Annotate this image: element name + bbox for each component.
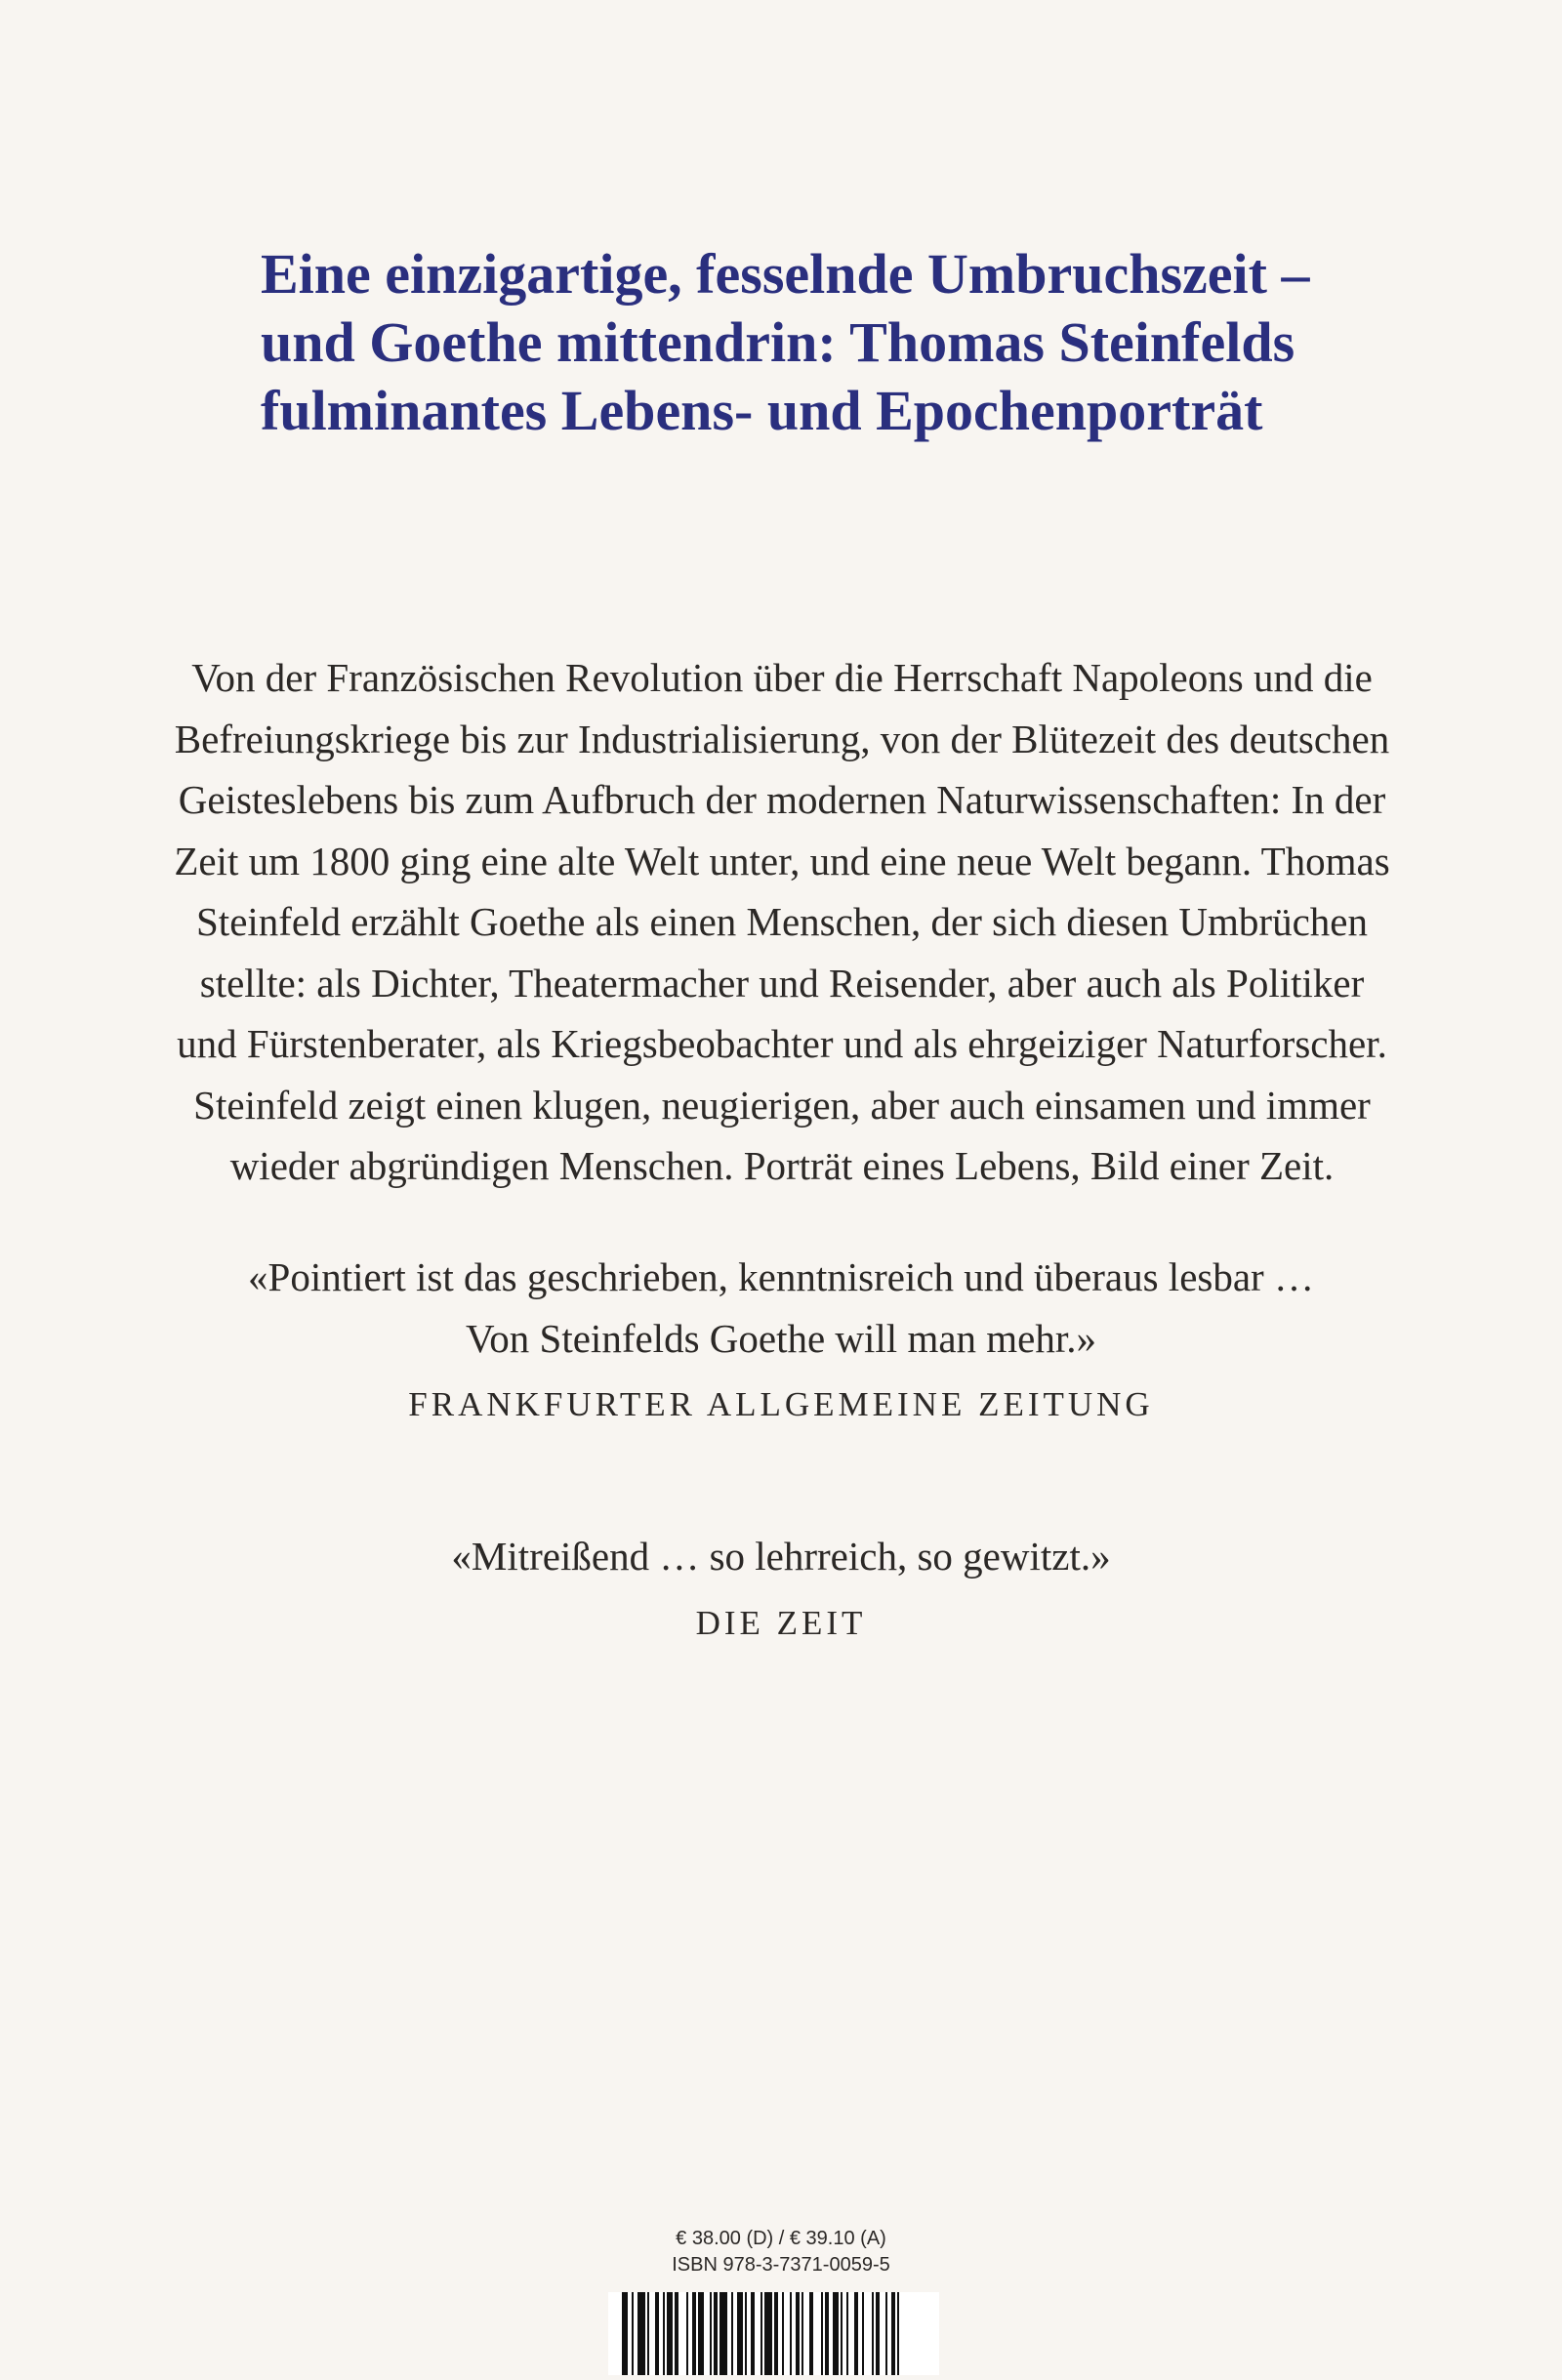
quote-source: FRANKFURTER ALLGEMEINE ZEITUNG — [408, 1385, 1154, 1423]
barcode-bar — [825, 2292, 829, 2375]
blurb-line: Geisteslebens bis zum Aufbruch der modernen Naturwissenschaften: In der — [178, 777, 1386, 822]
barcode-bar — [846, 2292, 848, 2375]
blurb-paragraph — [143, 647, 1421, 1197]
quote-line: «Pointiert ist das geschrieben, kenntnisreich und überaus lesbar … — [248, 1254, 1314, 1299]
blurb-line: Von der Französischen Revolution über die Herrschaft Napoleons und die — [191, 655, 1373, 700]
barcode-bar — [782, 2292, 784, 2375]
barcode-bar — [796, 2292, 800, 2375]
barcode-bar — [710, 2292, 712, 2375]
barcode-bar — [862, 2292, 864, 2375]
barcode-bar — [686, 2292, 688, 2375]
blurb-line: Steinfeld zeigt einen klugen, neugierigen, aber auch einsamen und immer — [193, 1082, 1371, 1128]
barcode-bar — [891, 2292, 895, 2375]
headline — [261, 240, 1413, 445]
price-info — [586, 2226, 976, 2278]
barcode-bar — [745, 2292, 747, 2375]
quote-line: «Mitreißend … so lehrreich, so gewitzt.» — [451, 1534, 1111, 1579]
barcode — [608, 2292, 939, 2375]
press-quote-zeit — [0, 1526, 1562, 1654]
barcode-bar — [698, 2292, 704, 2375]
quote-text — [0, 1526, 1562, 1587]
blurb-line: und Fürstenberater, als Kriegsbeobachter und als ehrgeiziger Naturforscher. — [177, 1021, 1387, 1066]
price-text: € 38.00 (D) / € 39.10 (A) — [676, 2228, 886, 2249]
quote-line: Von Steinfelds Goethe will man mehr.» — [465, 1315, 1097, 1361]
quote-text — [0, 1247, 1562, 1369]
barcode-bar — [692, 2292, 696, 2375]
headline-line: und Goethe mittendrin: Thomas Steinfelds — [261, 310, 1295, 374]
blurb-line: wieder abgründigen Menschen. Porträt eines Lebens, Bild einer Zeit. — [229, 1143, 1335, 1188]
quote-source: DIE ZEIT — [695, 1603, 867, 1642]
barcode-graphic — [608, 2292, 939, 2375]
barcode-bar — [876, 2292, 880, 2375]
barcode-bar — [833, 2292, 839, 2375]
barcode-bar — [764, 2292, 772, 2375]
barcode-bar — [622, 2292, 628, 2375]
barcode-bar — [897, 2292, 899, 2375]
barcode-bar — [637, 2292, 645, 2375]
barcode-bar — [731, 2292, 733, 2375]
press-quote-faz — [0, 1247, 1562, 1435]
barcode-bar — [841, 2292, 843, 2375]
barcode-bar — [655, 2292, 659, 2375]
barcode-bar — [885, 2292, 887, 2375]
blurb-line: Befreiungskriege bis zur Industrialisierung, von der Blütezeit des deutschen — [174, 716, 1390, 761]
barcode-bar — [719, 2292, 727, 2375]
barcode-bar — [632, 2292, 634, 2375]
barcode-bar — [663, 2292, 665, 2375]
blurb-line: stellte: als Dichter, Theatermacher und Reisender, aber auch als Politiker — [199, 960, 1365, 1005]
headline-line: fulminantes Lebens- und Epochenporträt — [261, 379, 1263, 442]
barcode-bar — [872, 2292, 874, 2375]
barcode-bar — [854, 2292, 858, 2375]
barcode-bar — [774, 2292, 778, 2375]
barcode-bar — [667, 2292, 673, 2375]
blurb-line: Steinfeld erzählt Goethe als einen Menschen, der sich diesen Umbrüchen — [196, 899, 1368, 944]
barcode-bar — [751, 2292, 755, 2375]
barcode-bar — [737, 2292, 743, 2375]
barcode-bar — [809, 2292, 813, 2375]
barcode-bar — [790, 2292, 792, 2375]
barcode-bar — [802, 2292, 803, 2375]
barcode-bar — [714, 2292, 718, 2375]
isbn-text: ISBN 978-3-7371-0059-5 — [672, 2254, 890, 2276]
barcode-bar — [821, 2292, 823, 2375]
barcode-bar — [760, 2292, 762, 2375]
barcode-bar — [675, 2292, 678, 2375]
barcode-bar — [647, 2292, 649, 2375]
headline-line: Eine einzigartige, fesselnde Umbruchszeit – — [261, 242, 1310, 306]
blurb-line: Zeit um 1800 ging eine alte Welt unter, und eine neue Welt begann. Thomas — [174, 838, 1390, 883]
